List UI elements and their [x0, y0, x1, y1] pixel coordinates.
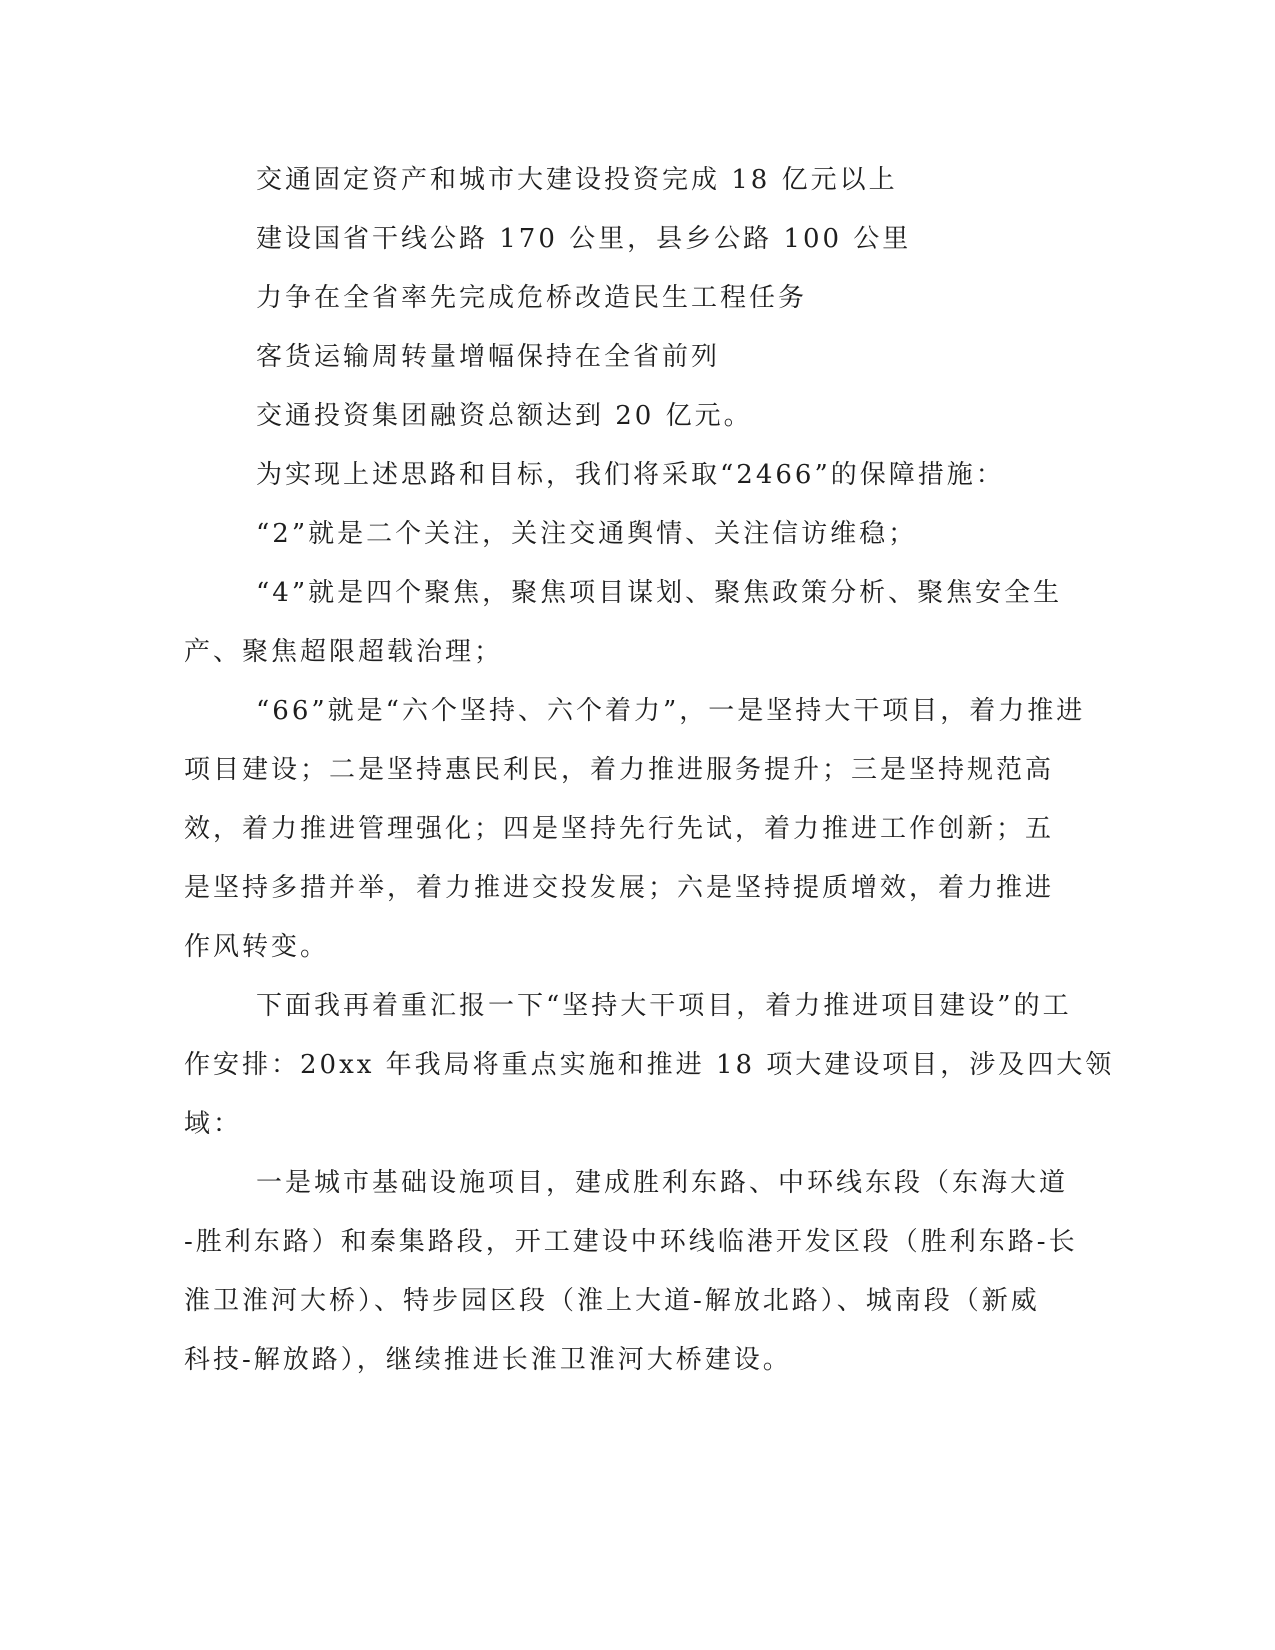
- text-line: 客货运输周转量增幅保持在全省前列: [256, 342, 721, 372]
- text-line: 产、聚焦超限超载治理；: [184, 637, 504, 667]
- text-line: 作风转变。: [184, 932, 330, 962]
- text-line: 一是城市基础设施项目，建成胜利东路、中环线东段（东海大道: [256, 1168, 1069, 1198]
- text-line: 作安排：20xx 年我局将重点实施和推进 18 项大建设项目，涉及四大领: [184, 1050, 1115, 1080]
- text-line: “2”就是二个关注，关注交通舆情、关注信访维稳；: [256, 519, 918, 549]
- text-line: 效，着力推进管理强化；四是坚持先行先试，着力推进工作创新；五: [184, 814, 1055, 844]
- text-line: 下面我再着重汇报一下“坚持大干项目，着力推进项目建设”的工: [256, 991, 1072, 1021]
- text-line: 为实现上述思路和目标，我们将采取“2466”的保障措施：: [256, 460, 1005, 490]
- text-line: -胜利东路）和秦集路段，开工建设中环线临港开发区段（胜利东路-长: [184, 1227, 1078, 1257]
- text-line: 项目建设；二是坚持惠民利民，着力推进服务提升；三是坚持规范高: [184, 755, 1055, 785]
- text-line: “4”就是四个聚焦，聚焦项目谋划、聚焦政策分析、聚焦安全生: [256, 578, 1063, 608]
- text-line: “66”就是“六个坚持、六个着力”，一是坚持大干项目，着力推进: [256, 696, 1086, 726]
- text-line: 是坚持多措并举，着力推进交投发展；六是坚持提质增效，着力推进: [184, 873, 1055, 903]
- text-line: 交通固定资产和城市大建设投资完成 18 亿元以上: [256, 165, 898, 195]
- text-line: 建设国省干线公路 170 公里，县乡公路 100 公里: [256, 224, 912, 254]
- text-line: 科技-解放路），继续推进长淮卫淮河大桥建设。: [184, 1345, 792, 1375]
- text-line: 域：: [184, 1109, 243, 1139]
- text-line: 交通投资集团融资总额达到 20 亿元。: [256, 401, 753, 431]
- text-line: 淮卫淮河大桥）、特步园区段（淮上大道-解放北路）、城南段（新威: [184, 1286, 1040, 1316]
- text-line: 力争在全省率先完成危桥改造民生工程任务: [256, 283, 808, 313]
